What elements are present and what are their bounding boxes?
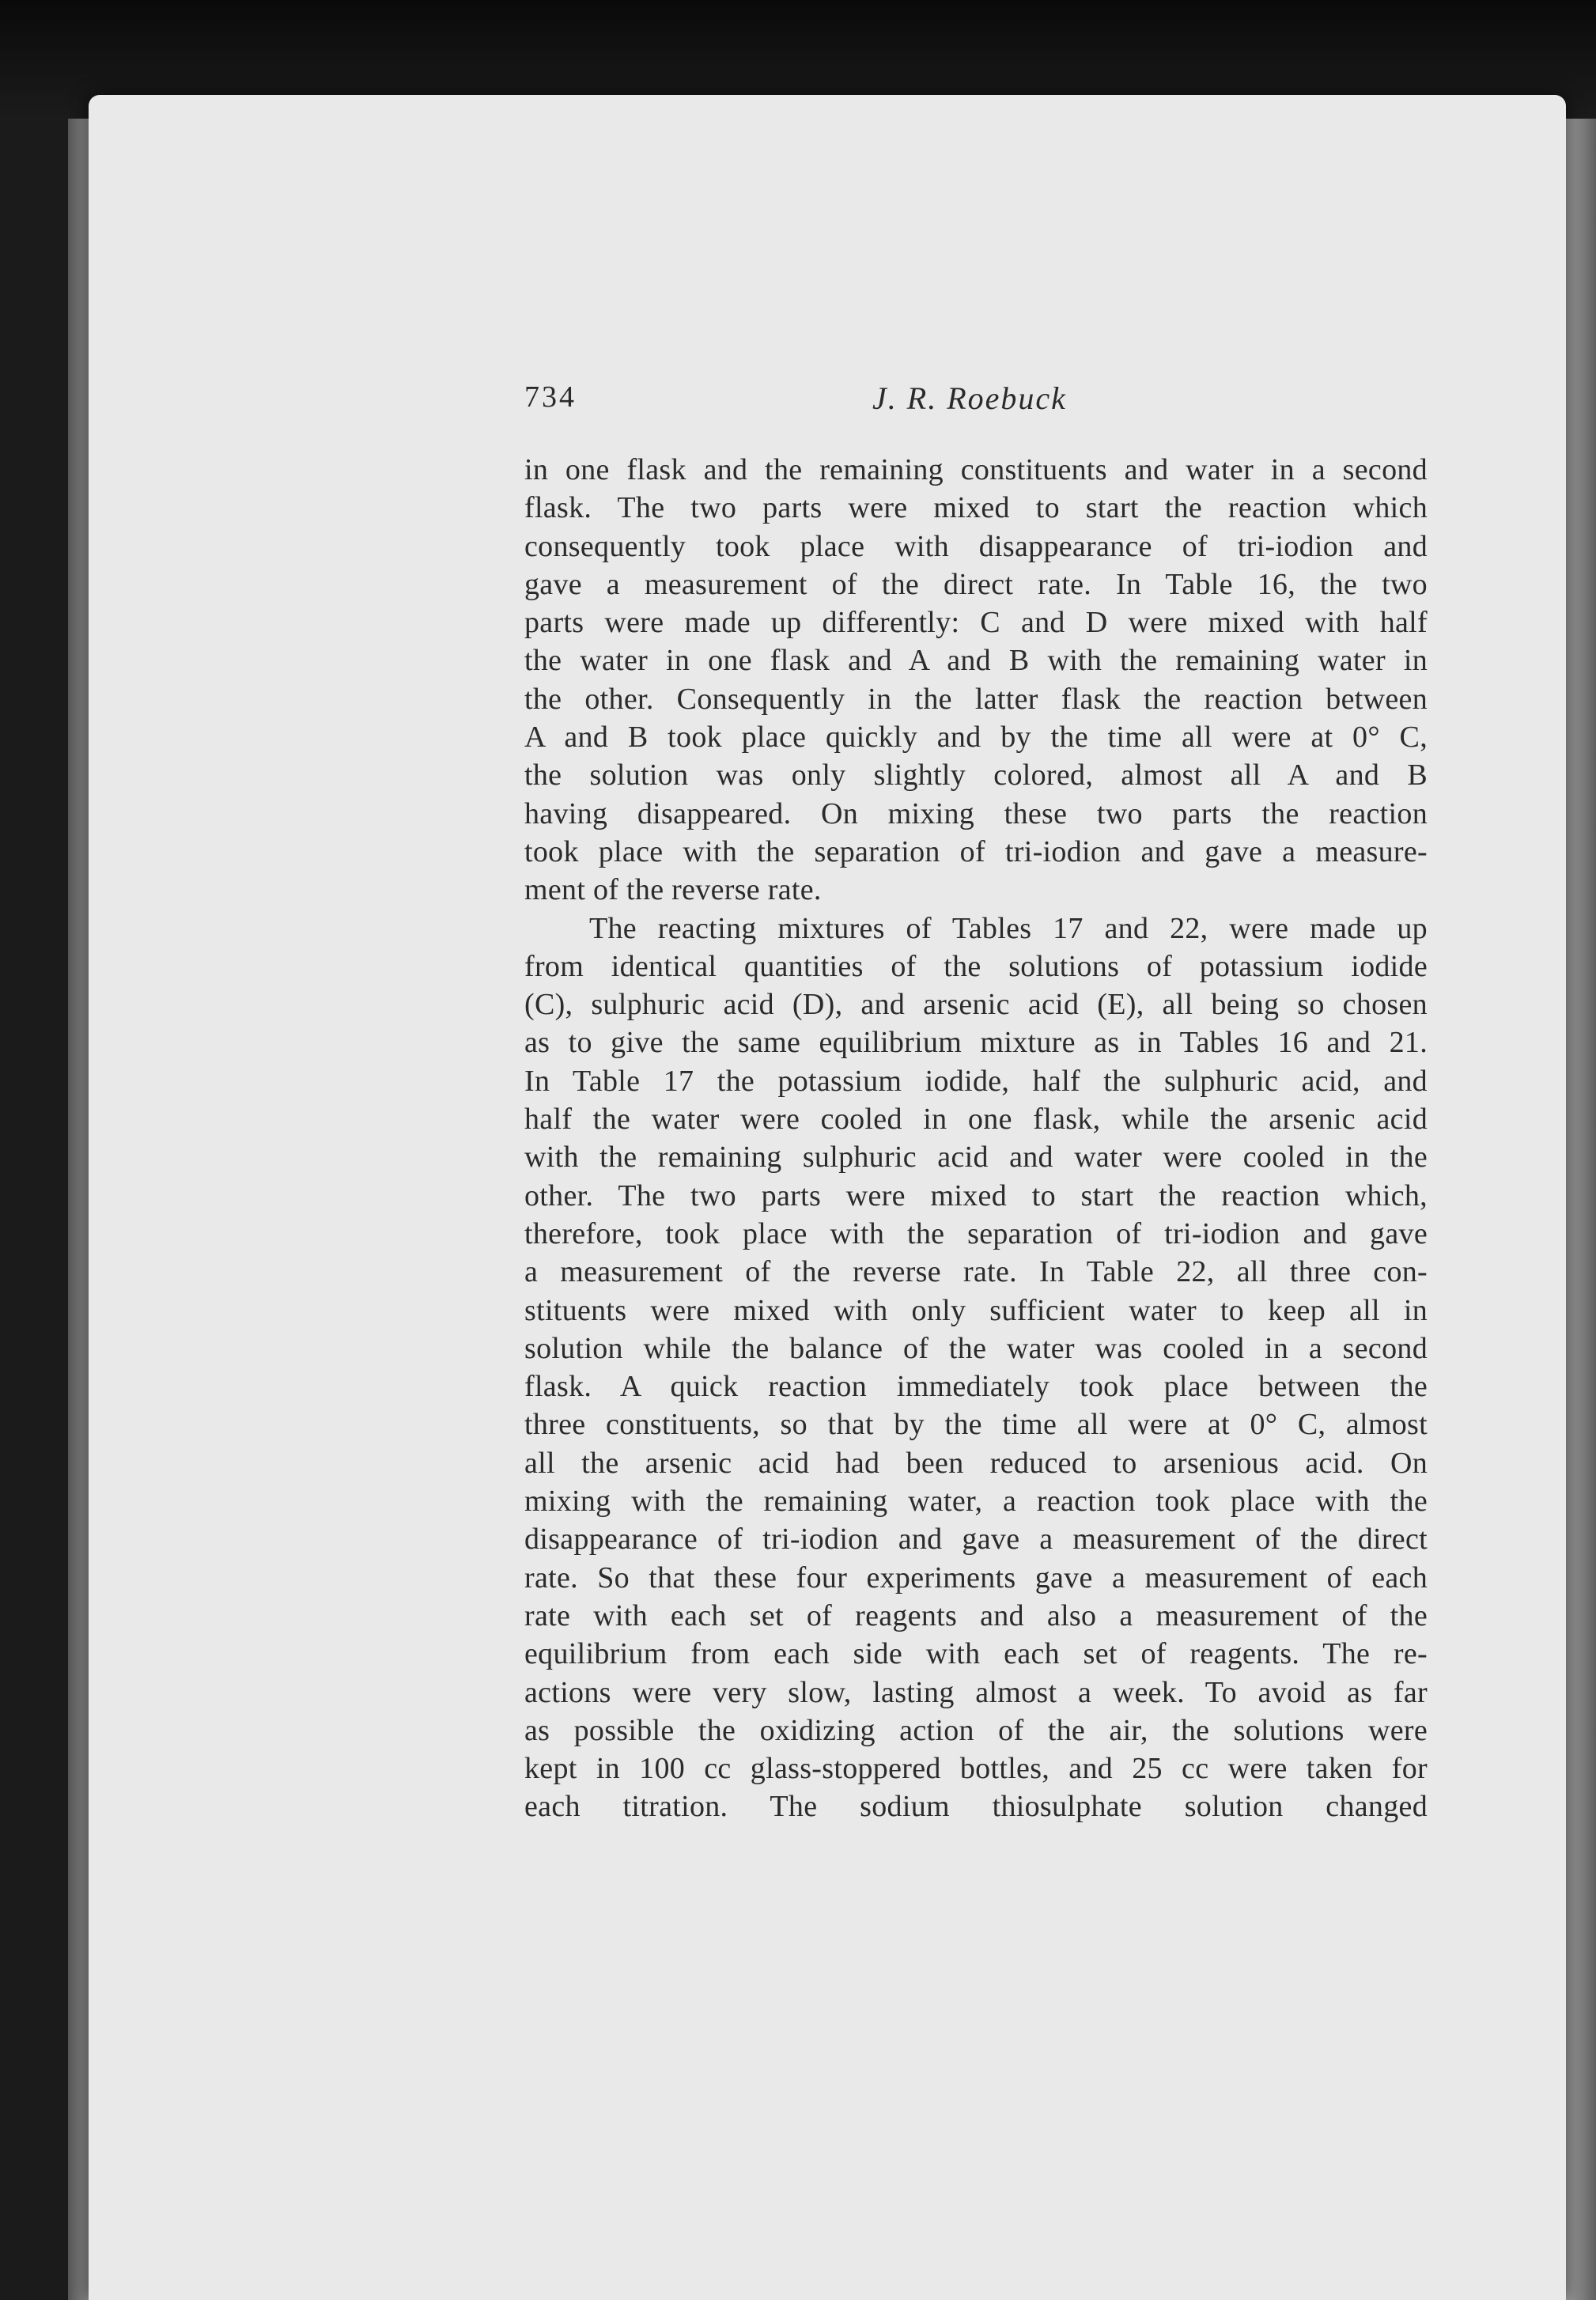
text-line: other. The two parts were mixed to start the reaction which, [524, 1178, 1428, 1212]
text-line: the solution was only slightly colored, almost all A and B [524, 758, 1428, 793]
text-line: rate. So that these four experiments gave a measurement of each [524, 1560, 1428, 1594]
text-line: half the water were cooled in one flask, while the arsenic acid [524, 1103, 1428, 1137]
text-line: parts were made up differently: C and D were mixed with half [524, 606, 1428, 640]
text-line: as possible the oxidizing action of the air, the solutions were [524, 1713, 1428, 1747]
text-line: A and B took place quickly and by the time all were at 0° C, [524, 721, 1428, 755]
text-line: The reacting mixtures of Tables 17 and 22, were made up [589, 911, 1428, 945]
text-line: In Table 17 the potassium iodide, half the sulphuric acid, and [524, 1064, 1428, 1098]
text-line: equilibrium from each side with each set of reagents. The re- [524, 1637, 1428, 1671]
text-line: consequently took place with disappearance of tri-iodion and [524, 529, 1428, 563]
text-line: flask. The two parts were mixed to start the reaction which [524, 491, 1428, 525]
text-line: therefore, took place with the separation of tri-iodion and gave [524, 1216, 1428, 1250]
paragraph-2 [524, 910, 1428, 1826]
running-head-author: J. R. Roebuck [872, 380, 1067, 416]
body-text [524, 451, 1428, 1826]
text-line: stituents were mixed with only sufficient water to keep all in [524, 1293, 1428, 1327]
text-line: a measurement of the reverse rate. In Table 22, all three con- [524, 1255, 1428, 1289]
text-line: having disappeared. On mixing these two parts the reaction [524, 796, 1428, 830]
paragraph-1 [524, 451, 1428, 910]
text-line: took place with the separation of tri-iodion and gave a measure- [524, 834, 1428, 868]
text-line: actions were very slow, lasting almost a week. To avoid as far [524, 1675, 1428, 1709]
text-line: mixing with the remaining water, a reaction took place with the [524, 1485, 1428, 1519]
text-line: with the remaining sulphuric acid and water were cooled in the [524, 1141, 1428, 1175]
text-line: all the arsenic acid had been reduced to arsenious acid. On [524, 1446, 1428, 1480]
page-header [524, 380, 1426, 427]
text-line: gave a measurement of the direct rate. In Table 16, the two [524, 567, 1428, 601]
text-line: as to give the same equilibrium mixture as in Tables 16 and 21. [524, 1026, 1428, 1060]
page-number: 734 [524, 380, 577, 414]
text-line: (C), sulphuric acid (D), and arsenic acid (E), all being so chosen [524, 988, 1428, 1022]
text-line: three constituents, so that by the time all were at 0° C, almost [524, 1408, 1428, 1442]
text-line: solution while the balance of the water was cooled in a second [524, 1331, 1428, 1365]
text-line: ment of the reverse rate. [524, 873, 822, 907]
text-line: each titration. The sodium thiosulphate solution changed [524, 1790, 1428, 1824]
text-line: kept in 100 cc glass-stoppered bottles, and 25 cc were taken for [524, 1752, 1428, 1786]
text-line: flask. A quick reaction immediately took place between the [524, 1370, 1428, 1404]
text-line: the other. Consequently in the latter flask the reaction between [524, 682, 1428, 716]
text-line: in one flask and the remaining constituents and water in a second [524, 453, 1428, 486]
text-line: rate with each set of reagents and also a measurement of the [524, 1598, 1428, 1632]
text-line: the water in one flask and A and B with the remaining water in [524, 644, 1428, 678]
text-line: from identical quantities of the solutions of potassium iodide [524, 949, 1428, 983]
text-line: disappearance of tri-iodion and gave a measurement of the direct [524, 1523, 1428, 1557]
